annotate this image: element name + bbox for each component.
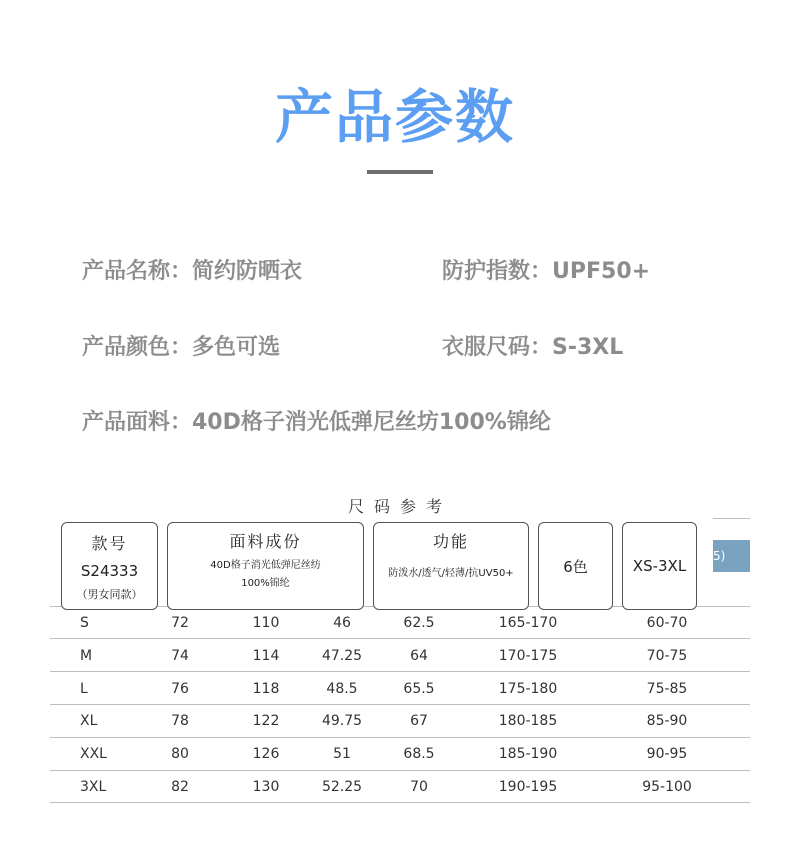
table-cell: 110 (252, 615, 280, 631)
header-tab-fragment: 5) (713, 540, 750, 572)
table-cell: 170-175 (498, 648, 558, 664)
function-text: 防泼水/透气/轻薄/抗UV50+ (388, 568, 514, 579)
table-cell: 180-185 (498, 713, 558, 729)
spec-product-color: 产品颜色：多色可选 (82, 335, 281, 360)
fabric-card (167, 522, 364, 610)
page-title: 产品参数 (274, 83, 515, 151)
table-cell: 3XL (80, 779, 107, 795)
table-cell: 90-95 (646, 746, 688, 762)
table-row-line (50, 671, 750, 672)
colors-text: 6色 (563, 557, 588, 576)
table-cell: S (80, 615, 89, 631)
table-row-line (50, 770, 750, 771)
sizes-text: XS-3XL (632, 557, 687, 575)
table-cell: XXL (80, 746, 107, 762)
table-cell: 130 (252, 779, 280, 795)
colors-card (538, 522, 613, 610)
table-cell: 76 (171, 681, 189, 697)
fabric-label: 面料成份 (229, 532, 302, 551)
table-cell: M (80, 648, 93, 664)
size-chart-title: 尺码参考 (347, 497, 452, 516)
table-cell: 82 (171, 779, 189, 795)
table-cell: 75-85 (646, 681, 688, 697)
spec-fabric: 产品面料：40D格子消光低弹尼丝坊100%锦纶 (82, 410, 551, 435)
table-cell: 74 (171, 648, 189, 664)
table-cell: 114 (252, 648, 280, 664)
spec-size-range: 衣服尺码：S-3XL (442, 335, 624, 360)
table-cell: 95-100 (642, 779, 692, 795)
fabric-line1: 40D格子消光低弹尼丝纺 (210, 560, 321, 571)
style-note: （男女同款） (76, 587, 143, 601)
table-cell: 72 (171, 615, 189, 631)
table-row-line (50, 802, 750, 803)
fabric-line2: 100%锦纶 (241, 578, 290, 589)
sizes-card (622, 522, 697, 610)
table-cell: L (80, 681, 88, 697)
table-cell: 118 (252, 681, 280, 697)
table-cell: 48.5 (326, 681, 358, 697)
style-card (61, 522, 158, 610)
table-cell: XL (80, 713, 98, 729)
table-cell: 165-170 (498, 615, 558, 631)
table-cell: 65.5 (403, 681, 435, 697)
table-cell: 51 (333, 746, 351, 762)
table-cell: 190-195 (498, 779, 558, 795)
table-cell: 67 (410, 713, 428, 729)
table-cell: 52.25 (321, 779, 363, 795)
table-top-line (713, 518, 750, 519)
table-cell: 85-90 (646, 713, 688, 729)
title-underline (367, 170, 433, 174)
spec-protection-index: 防护指数：UPF50+ (442, 259, 651, 284)
style-code: S24333 (80, 561, 139, 580)
table-row-line (50, 704, 750, 705)
table-cell: 64 (410, 648, 428, 664)
table-cell: 185-190 (498, 746, 558, 762)
table-cell: 46 (333, 615, 351, 631)
function-card (373, 522, 529, 610)
table-cell: 126 (252, 746, 280, 762)
table-cell: 80 (171, 746, 189, 762)
table-cell: 70 (410, 779, 428, 795)
function-label: 功能 (432, 532, 469, 551)
table-cell: 70-75 (646, 648, 688, 664)
table-cell: 62.5 (403, 615, 435, 631)
table-cell: 68.5 (403, 746, 435, 762)
table-cell: 47.25 (321, 648, 363, 664)
table-cell: 122 (252, 713, 280, 729)
table-row-line (50, 638, 750, 639)
spec-product-name: 产品名称：简约防晒衣 (82, 259, 303, 284)
style-label: 款号 (91, 533, 128, 553)
table-cell: 175-180 (498, 681, 558, 697)
table-cell: 60-70 (646, 615, 688, 631)
table-cell: 49.75 (321, 713, 363, 729)
table-row-line (50, 737, 750, 738)
table-cell: 78 (171, 713, 189, 729)
